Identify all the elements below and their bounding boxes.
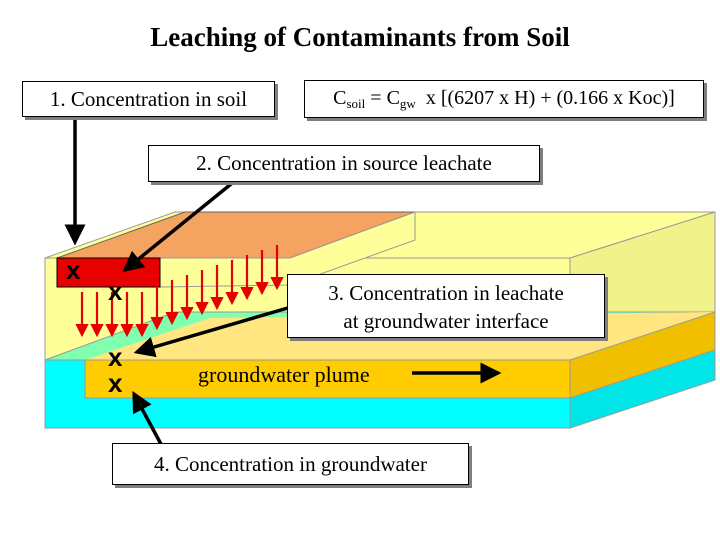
equation-sub-gw: gw bbox=[399, 96, 416, 111]
equation-c-soil: C bbox=[333, 87, 347, 109]
step2-label: 2. Concentration in source leachate bbox=[148, 145, 540, 182]
page-title: Leaching of Contaminants from Soil bbox=[150, 22, 570, 52]
step1-label: 1. Concentration in soil bbox=[22, 81, 275, 117]
x-mark-source-leachate: x bbox=[108, 276, 123, 306]
plume-label: groundwater plume bbox=[198, 362, 370, 387]
equation-rest: x [(6207 x H) + (0.166 x Koc)] bbox=[415, 87, 675, 109]
x-mark-groundwater: x bbox=[108, 368, 123, 398]
equation-box bbox=[304, 80, 704, 118]
equation-sub-soil: soil bbox=[346, 96, 366, 111]
step3-label bbox=[287, 274, 605, 338]
equation-c-gw: = C bbox=[365, 87, 400, 109]
step4-label: 4. Concentration in groundwater bbox=[112, 443, 469, 485]
step3-line1: 3. Concentration in leachate bbox=[328, 281, 564, 305]
x-mark-soil: x bbox=[66, 255, 81, 285]
x-mark-interface: x bbox=[108, 342, 123, 372]
step3-line2: at groundwater interface bbox=[343, 309, 549, 333]
